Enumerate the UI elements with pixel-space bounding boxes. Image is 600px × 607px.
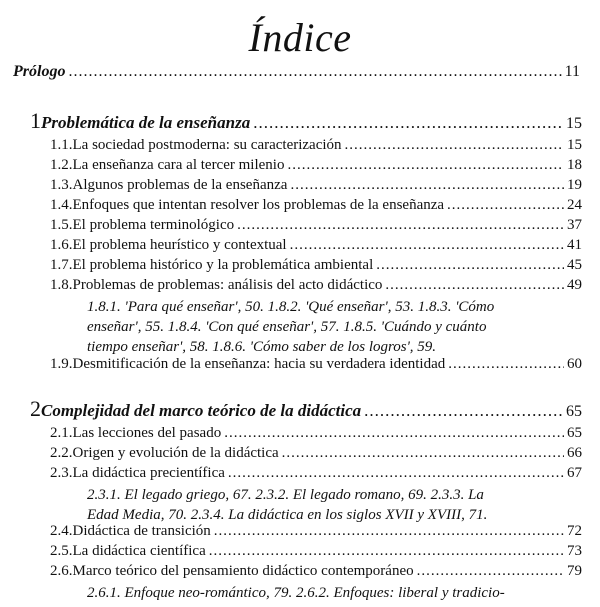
toc-section-2-3[interactable] [50,465,582,482]
toc-page-number: 65 [567,425,582,441]
section-label: El problema histórico y la problemática ambiental [72,257,374,273]
section-label: La didáctica científica [72,543,206,559]
dot-leader [345,137,564,154]
dot-leader [237,217,564,234]
section-number: 2.3. [50,465,73,481]
chapter-number: 2 [30,396,41,421]
toc-section-1-3[interactable] [50,177,582,194]
section-number: 2.5. [50,543,73,559]
section-label: Enfoques que intentan resolver los problemas de la enseñanza [72,197,445,213]
toc-section-1-1[interactable] [50,137,582,154]
dot-leader [68,63,561,81]
toc-page-number: 37 [567,217,582,233]
toc-page-number: 18 [567,157,582,173]
toc-subsections-1-8 [87,297,542,357]
dot-leader [224,425,564,442]
dot-leader [447,197,564,214]
section-number: 2.2. [50,445,73,461]
section-label: La didáctica precientífica [72,465,225,481]
toc-section-1-5[interactable] [50,217,582,234]
dot-leader [290,237,564,254]
dot-leader [376,257,564,274]
toc-section-2-2[interactable] [50,445,582,462]
dot-leader [364,401,563,421]
dot-leader [290,177,564,194]
dot-leader [228,465,564,482]
dot-leader [282,445,564,462]
toc-page-number: 72 [567,523,582,539]
page-title: Índice [248,15,352,60]
section-number: 2.6. [50,563,73,579]
toc-page-number: 11 [564,63,580,80]
section-number: 1.1. [50,137,73,153]
toc-section-1-9[interactable] [50,356,582,373]
toc-section-2-6[interactable] [50,563,582,580]
section-label: La enseñanza cara al tercer milenio [72,157,285,173]
section-label: Problemas de problemas: análisis del acto didáctico [72,277,383,293]
section-label: Origen y evolución de la didáctica [72,445,279,461]
subsection-line: 2.3.1. El legado griego, 67. 2.3.2. El legado romano, 69. 2.3.3. La [87,487,484,503]
section-number: 2.1. [50,425,73,441]
section-number: 1.5. [50,217,73,233]
dot-leader [417,563,564,580]
section-label: Algunos problemas de la enseñanza [72,177,288,193]
toc-section-1-8[interactable] [50,277,582,294]
toc-chapter-1[interactable] [30,108,582,134]
toc-section-1-4[interactable] [50,197,582,214]
toc-page-number: 66 [567,445,582,461]
section-number: 1.2. [50,157,73,173]
subsection-line: enseñar', 55. 1.8.4. 'Con qué enseñar', 57. 1.8.5. 'Cuándo y cuánto [87,319,487,335]
toc-subsections-2-3 [87,485,542,525]
toc-page-number: 73 [567,543,582,559]
toc-section-2-5[interactable] [50,543,582,560]
dot-leader [385,277,564,294]
toc-page-number: 49 [567,277,582,293]
toc-page-number: 79 [567,563,582,579]
toc-section-2-1[interactable] [50,425,582,442]
toc-section-1-7[interactable] [50,257,582,274]
toc-subsections-2-6 [87,583,542,603]
section-label: La sociedad postmoderna: su caracterización [72,137,342,153]
subsection-line: 2.6.1. Enfoque neo-romántico, 79. 2.6.2. Enfoques: liberal y tradicio- [87,585,505,601]
section-number: 1.8. [50,277,73,293]
chapter-title: Problemática de la enseñanza [41,113,251,132]
toc-entry-prologo[interactable] [13,63,580,81]
toc-page-number: 15 [566,115,582,132]
dot-leader [214,523,564,540]
section-label: Desmitificación de la enseñanza: hacia su verdadera identidad [72,356,446,372]
toc-entry-label: Prólogo [13,63,66,80]
toc-section-1-2[interactable] [50,157,582,174]
subsection-line: Edad Media, 70. 2.3.4. La didáctica en los siglos XVII y XVIII, 71. [87,507,488,523]
toc-section-2-4[interactable] [50,523,582,540]
section-label: El problema heurístico y contextual [72,237,287,253]
dot-leader [253,113,563,133]
section-label: Didáctica de transición [72,523,211,539]
subsection-line: tiempo enseñar', 58. 1.8.6. 'Cómo saber de los logros', 59. [87,339,437,355]
section-label: El problema terminológico [72,217,235,233]
toc-page-number: 65 [566,403,582,420]
toc-page-number: 60 [567,356,582,372]
dot-leader [209,543,564,560]
toc-page-number: 41 [567,237,582,253]
section-number: 1.9. [50,356,73,372]
section-label: Las lecciones del pasado [72,425,222,441]
section-number: 1.7. [50,257,73,273]
toc-chapter-2[interactable] [30,396,582,422]
chapter-title: Complejidad del marco teórico de la didáctica [41,401,362,420]
subsection-line: 1.8.1. 'Para qué enseñar', 50. 1.8.2. 'Qué enseñar', 53. 1.8.3. 'Cómo [87,299,495,315]
toc-section-1-6[interactable] [50,237,582,254]
dot-leader [287,157,564,174]
section-number: 1.6. [50,237,73,253]
toc-page-number: 45 [567,257,582,273]
section-number: 1.3. [50,177,73,193]
toc-page-number: 15 [567,137,582,153]
chapter-number: 1 [30,108,41,133]
toc-page-number: 67 [567,465,582,481]
section-number: 2.4. [50,523,73,539]
section-label: Marco teórico del pensamiento didáctico contemporáneo [72,563,414,579]
toc-page-number: 19 [567,177,582,193]
dot-leader [448,356,564,373]
toc-page-number: 24 [567,197,582,213]
section-number: 1.4. [50,197,73,213]
